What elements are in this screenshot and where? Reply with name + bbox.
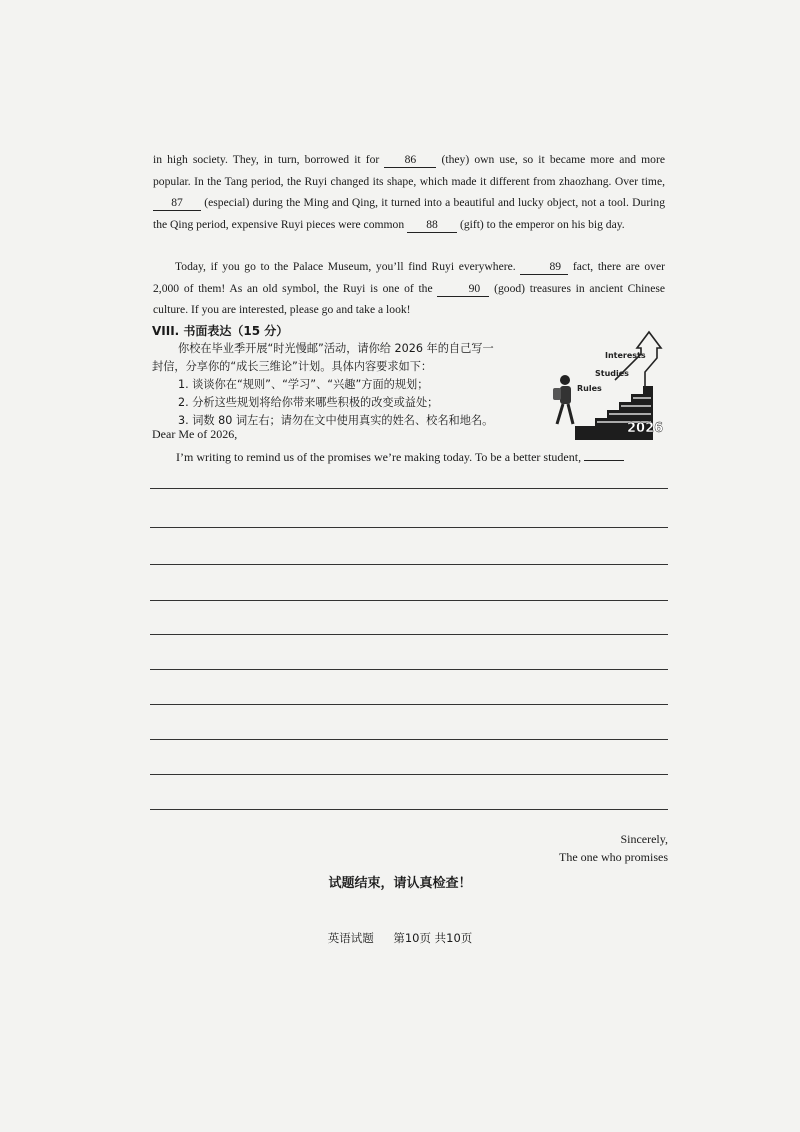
writing-line[interactable] (150, 564, 668, 565)
requirement-2: 2. 分析这些规划将给你带来哪些积极的改变或益处； (178, 396, 439, 409)
closing-signature: The one who promises (559, 850, 668, 864)
footer-page-number: 第10页 共10页 (393, 931, 473, 945)
prompt-line-1: 你校在毕业季开展“时光慢邮”活动，请你给 2026 年的自己写一 (178, 342, 494, 355)
end-note: 试题结束，请认真检查！ (328, 876, 472, 891)
writing-line[interactable] (150, 774, 668, 775)
label-year: 2026 (627, 421, 664, 436)
writing-line[interactable] (150, 527, 668, 528)
writing-line[interactable] (150, 739, 668, 740)
requirement-3: 3. 词数 80 词左右；请勿在文中使用真实的姓名、校名和地名。 (178, 414, 494, 427)
label-interests: Interests (605, 351, 646, 360)
closing-sincerely: Sincerely, (620, 832, 668, 846)
prompt-line-2: 封信，分享你的“成长三维论”计划。具体内容要求如下： (152, 360, 433, 373)
writing-line[interactable] (150, 488, 668, 489)
writing-task (152, 340, 540, 430)
writing-line[interactable] (150, 809, 668, 810)
letter-starter: I’m writing to remind us of the promises we’re making today. To be a better student, (176, 450, 668, 465)
footer-subject: 英语试题 (327, 931, 374, 945)
blank-88: 88 (407, 218, 457, 233)
stairs-illustration (545, 328, 671, 440)
blank-86: 86 (384, 153, 436, 168)
student-figure-icon (553, 375, 573, 424)
requirement-1: 1. 谈谈你在“规则”、“学习”、“兴趣”方面的规划； (178, 378, 429, 391)
blank-89: 89 (520, 260, 568, 275)
section-title: VIII. 书面表达（15 分） (152, 324, 289, 338)
label-studies: Studies (595, 369, 629, 378)
writing-line[interactable] (150, 634, 668, 635)
blank-90: 90 (437, 282, 489, 297)
arrow-icon (615, 332, 661, 388)
passage-paragraph-2: Today, if you go to the Palace Museum, you’ll find Ruyi everywhere. 89 fact, there are over 2,000 of them! As an old symbol, the Ruyi is one of the 90 (good) treasures in ancient Chinese culture. If you are interested, please go and take a look! (153, 260, 665, 316)
writing-line[interactable] (150, 600, 668, 601)
starter-blank[interactable] (584, 450, 624, 461)
passage-paragraph-1: in high society. They, in turn, borrowed it for 86 (they) own use, so it became more and more popular. In the Tang period, the Ruyi changed its shape, which made it different from zhaozhang. Over time, 87 (especial) during the Ming and Qing, it turned into a beautiful and lucky object, not a tool. During the Qing period, expensive Ruyi pieces were common 88 (gift) to the emperor on his big day. (153, 153, 665, 231)
letter-greeting: Dear Me of 2026, (152, 427, 238, 441)
writing-line[interactable] (150, 669, 668, 670)
writing-line[interactable] (150, 704, 668, 705)
blank-87: 87 (153, 196, 201, 211)
label-rules: Rules (577, 384, 602, 393)
page-footer (0, 930, 800, 946)
